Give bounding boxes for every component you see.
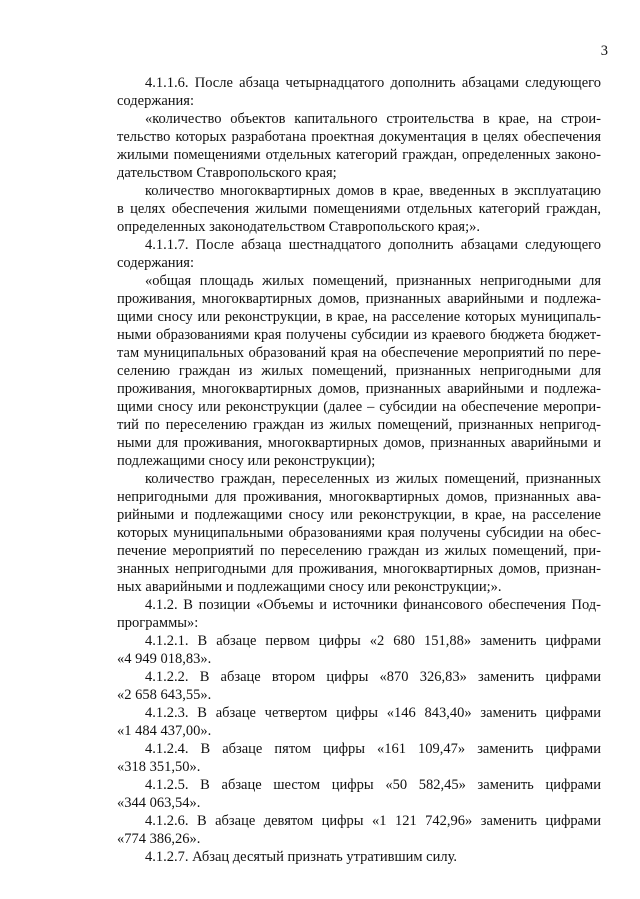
text-line: печение мероприятий по переселению граждан из жилых помещений, при-	[117, 543, 601, 559]
paragraph	[117, 272, 601, 470]
text-line: «344 063,54».	[117, 795, 201, 811]
paragraph	[117, 776, 601, 812]
text-line: программы»:	[117, 615, 199, 631]
paragraph	[117, 470, 601, 596]
text-line: «4 949 018,83».	[117, 651, 212, 667]
text-line: 4.1.2.5. В абзаце шестом цифры «50 582,45» заменить цифрами	[145, 777, 601, 793]
paragraph	[117, 632, 601, 668]
text-line: определенных законодательством Ставропольского края;».	[117, 219, 480, 235]
paragraph	[117, 182, 601, 236]
page-number: 3	[600, 43, 608, 59]
paragraph	[117, 596, 601, 632]
text-line: там муниципальных образований края на обеспечение мероприятий по пере-	[117, 345, 601, 361]
text-line: селению граждан из жилых помещений, признанных непригодными для	[117, 363, 601, 379]
text-line: 4.1.1.6. После абзаца четырнадцатого дополнить абзацами следующего	[145, 75, 601, 91]
paragraph	[117, 740, 601, 776]
paragraph	[117, 704, 601, 740]
text-line: содержания:	[117, 255, 195, 271]
text-line: «1 484 437,00».	[117, 723, 212, 739]
text-line: «количество объектов капитального строительства в крае, на строи-	[145, 111, 601, 127]
text-line: количество многоквартирных домов в крае, введенных в эксплуатацию	[145, 183, 601, 199]
text-line: в целях обеспечения жилыми помещениями отдельных категорий граждан,	[117, 201, 601, 217]
paragraph	[117, 812, 601, 848]
text-line: 4.1.1.7. После абзаца шестнадцатого дополнить абзацами следующего	[145, 237, 601, 253]
paragraph	[117, 668, 601, 704]
text-line: тий по переселению граждан из жилых помещений, признанных непригод-	[117, 417, 601, 433]
text-line: проживания, многоквартирных домов, признанных аварийными и подлежа-	[117, 381, 601, 397]
text-line: ных аварийными и подлежащими сносу или реконструкции;».	[117, 579, 502, 595]
text-line: жилыми помещениями отдельных категорий граждан, определенных законо-	[117, 147, 601, 163]
text-line: 4.1.2. В позиции «Объемы и источники финансового обеспечения Под-	[145, 597, 601, 613]
paragraph	[117, 236, 601, 272]
text-line: подлежащими сносу или реконструкции);	[117, 453, 376, 469]
text-line: «774 386,26».	[117, 831, 201, 847]
text-line: количество граждан, переселенных из жилых помещений, признанных	[145, 471, 601, 487]
text-line: 4.1.2.7. Абзац десятый признать утратившим силу.	[145, 849, 458, 865]
text-line: 4.1.2.6. В абзаце девятом цифры «1 121 742,96» заменить цифрами	[145, 813, 601, 829]
paragraph	[117, 110, 601, 182]
text-line: 4.1.2.2. В абзаце втором цифры «870 326,83» заменить цифрами	[145, 669, 601, 685]
text-line: щими сносу или реконструкции, в крае, на расселение которых муниципаль-	[117, 309, 601, 325]
text-line: рийными и подлежащими сносу или реконструкции, в крае, на расселение	[117, 507, 601, 523]
text-line: 4.1.2.1. В абзаце первом цифры «2 680 151,88» заменить цифрами	[145, 633, 601, 649]
text-line: 4.1.2.4. В абзаце пятом цифры «161 109,47» заменить цифрами	[145, 741, 601, 757]
text-line: проживания, многоквартирных домов, признанных аварийными и подлежа-	[117, 291, 601, 307]
text-line: ными образованиями края получены субсидии из краевого бюджета бюджет-	[117, 327, 601, 343]
document-body	[117, 74, 601, 866]
paragraph	[117, 74, 601, 110]
paragraph	[117, 848, 601, 866]
text-line: содержания:	[117, 93, 195, 109]
text-line: непригодными для проживания, многоквартирных домов, признанных ава-	[117, 489, 601, 505]
text-line: ными для проживания, многоквартирных домов, признанных аварийными и	[117, 435, 601, 451]
text-line: знанных непригодными для проживания, многоквартирных домов, признан-	[117, 561, 601, 577]
text-line: «2 658 643,55».	[117, 687, 212, 703]
text-line: «318 351,50».	[117, 759, 201, 775]
text-line: тельство которых разработана проектная документация в целях обеспечения	[117, 129, 601, 145]
text-line: 4.1.2.3. В абзаце четвертом цифры «146 843,40» заменить цифрами	[145, 705, 601, 721]
text-line: дательством Ставропольского края;	[117, 165, 337, 181]
text-line: «общая площадь жилых помещений, признанных непригодными для	[145, 273, 601, 289]
text-line: щими сносу или реконструкции (далее – субсидии на обеспечение меропри-	[117, 399, 601, 415]
text-line: которых муниципальными образованиями края получены субсидии на обес-	[117, 525, 601, 541]
